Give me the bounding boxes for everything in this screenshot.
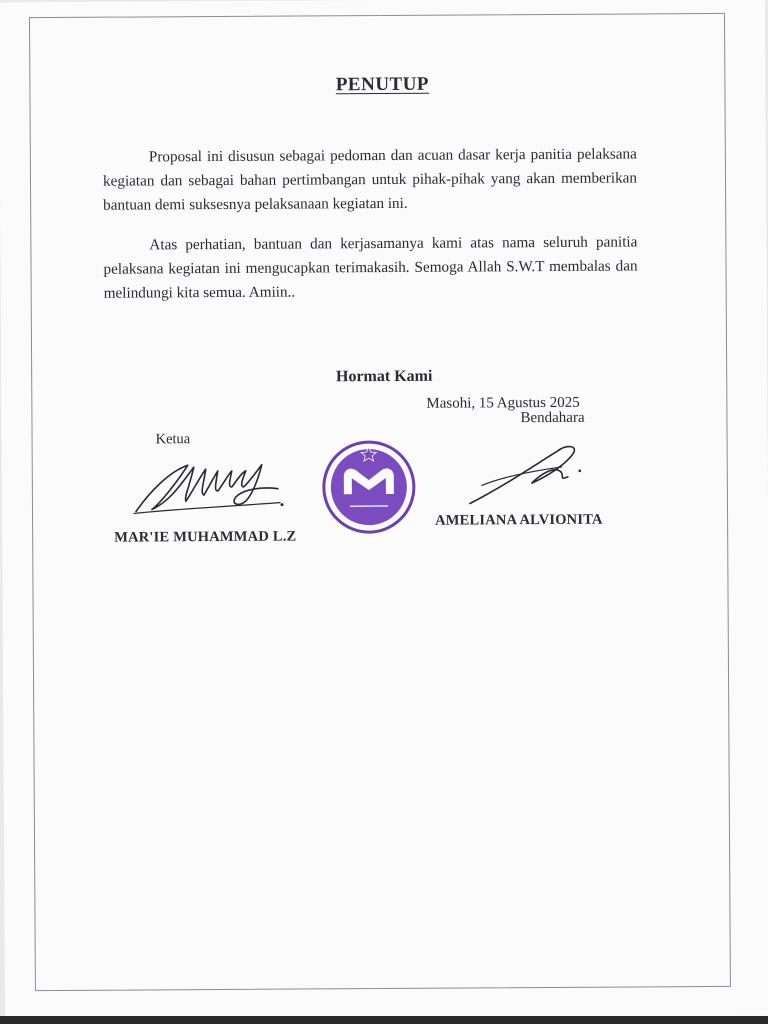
- treasurer-name: AMELIANA ALVIONITA: [435, 511, 603, 529]
- table-edge: [0, 1016, 768, 1024]
- chairman-role: Ketua: [155, 431, 191, 448]
- organization-stamp: [320, 440, 419, 535]
- chairman-name: MAR'IE MUHAMMAD L.Z: [114, 528, 297, 546]
- treasurer-role: Bendahara: [520, 409, 585, 427]
- closing-salutation: Hormat Kami: [335, 367, 433, 386]
- treasurer-signature: [462, 437, 592, 508]
- chairman-signature: [130, 451, 290, 522]
- place-date: Masohi, 15 Agustus 2025: [426, 394, 580, 412]
- closing-paragraph-1: Proposal ini disusun sebagai pedoman dan acuan dasar kerja panitia pelaksana kegiatan dan sebagai bahan pertimbangan untuk pihak-pihak yang akan memberikan bantuan demi suksesnya pelaksanaan kegiatan ini.: [102, 145, 638, 214]
- closing-paragraph-2: Atas perhatian, bantuan dan kerjasamanya kami atas nama seluruh panitia pelaksana kegiatan ini mengucapkan terimakasih. Semoga Allah S.W.T membalas dan melindungi kita semua. Amiin..: [103, 233, 638, 302]
- document-title: PENUTUP: [335, 73, 430, 96]
